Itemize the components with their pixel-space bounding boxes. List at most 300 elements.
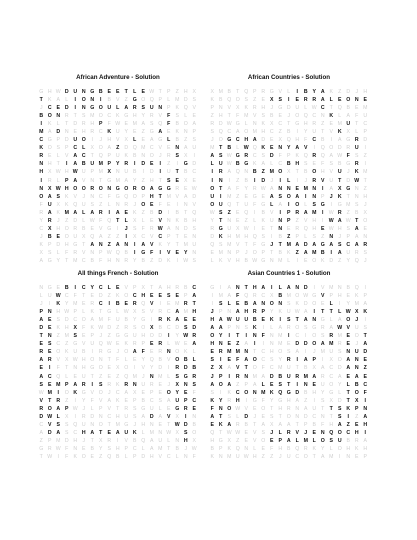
- grid-letter: M: [73, 257, 78, 264]
- grid-letter: V: [116, 137, 120, 144]
- grid-letter: U: [124, 169, 129, 176]
- grid-letter: V: [82, 341, 86, 348]
- grid-letter: P: [99, 405, 103, 412]
- grid-letter: I: [125, 233, 127, 240]
- grid-letter: Z: [116, 145, 120, 152]
- grid-letter: A: [124, 177, 128, 184]
- grid-letter: T: [90, 373, 94, 380]
- grid-letter: C: [141, 233, 146, 240]
- grid-letter: A: [175, 309, 180, 316]
- grid-letter: V: [48, 421, 52, 428]
- grid-letter: I: [220, 389, 222, 396]
- grid-letter: H: [81, 429, 86, 436]
- grid-letter: I: [228, 373, 230, 380]
- grid-letter: M: [329, 453, 334, 460]
- grid-letter: P: [65, 145, 69, 152]
- grid-letter: L: [82, 209, 86, 216]
- grid-letter: Q: [244, 89, 249, 95]
- grid-letter: T: [56, 161, 60, 168]
- grid-letter: W: [226, 161, 232, 168]
- grid-letter: W: [243, 225, 249, 232]
- grid-letter: V: [99, 225, 103, 232]
- grid-letter: H: [192, 309, 197, 316]
- grid-letter: O: [354, 389, 359, 396]
- grid-letter: Z: [99, 201, 103, 208]
- grid-letter: J: [99, 137, 103, 144]
- grid-letter: M: [261, 389, 266, 396]
- grid-letter: L: [65, 373, 69, 380]
- grid-letter: A: [320, 89, 325, 95]
- grid-letter: X: [192, 437, 196, 444]
- grid-letter: I: [254, 209, 256, 216]
- grid-letter: J: [133, 201, 137, 208]
- grid-letter: E: [167, 405, 171, 412]
- grid-letter: F: [82, 325, 86, 332]
- grid-letter: S: [321, 333, 325, 340]
- grid-letter: J: [82, 193, 86, 200]
- grid-letter: V: [304, 217, 308, 224]
- grid-letter: X: [82, 233, 86, 240]
- grid-letter: Z: [363, 185, 367, 192]
- grid-letter: C: [295, 453, 300, 460]
- grid-letter: U: [158, 437, 163, 444]
- grid-letter: R: [286, 405, 291, 412]
- grid-letter: B: [278, 233, 282, 240]
- grid-letter: T: [236, 89, 240, 95]
- grid-letter: B: [278, 373, 283, 380]
- grid-letter: W: [345, 217, 351, 224]
- grid-letter: Z: [141, 129, 145, 136]
- grid-letter: N: [192, 413, 197, 420]
- grid-letter: E: [346, 373, 350, 380]
- grid-letter: H: [81, 365, 86, 372]
- grid-letter: U: [210, 193, 215, 200]
- grid-letter: J: [99, 333, 103, 340]
- grid-letter: M: [149, 429, 154, 436]
- grid-letter: M: [175, 301, 180, 308]
- grid-letter: N: [227, 249, 232, 256]
- grid-letter: R: [192, 373, 197, 380]
- grid-letter: F: [236, 293, 240, 300]
- grid-letter: S: [304, 325, 308, 332]
- grid-letter: A: [192, 341, 197, 348]
- grid-letter: R: [312, 153, 317, 160]
- grid-letter: V: [124, 437, 128, 444]
- grid-letter: N: [329, 233, 334, 240]
- grid-letter: F: [65, 453, 69, 460]
- grid-letter: K: [210, 97, 214, 104]
- grid-letter: K: [48, 97, 52, 104]
- grid-letter: X: [133, 233, 137, 240]
- grid-letter: L: [210, 161, 214, 168]
- grid-letter: A: [253, 381, 257, 388]
- grid-letter: E: [261, 445, 265, 452]
- grid-letter: E: [346, 341, 350, 348]
- grid-letter: N: [244, 373, 249, 380]
- grid-letter: K: [116, 381, 120, 388]
- grid-letter: X: [150, 325, 154, 332]
- grid-letter: F: [65, 445, 69, 452]
- grid-letter: G: [235, 121, 240, 128]
- grid-letter: R: [252, 105, 257, 112]
- grid-letter: M: [337, 121, 342, 128]
- grid-letter: F: [90, 397, 94, 404]
- grid-letter: N: [81, 105, 86, 112]
- grid-letter: K: [133, 209, 137, 216]
- grid-letter: A: [115, 241, 120, 248]
- grid-letter: U: [354, 145, 359, 152]
- grid-letter: A: [218, 317, 223, 324]
- grid-letter: W: [191, 445, 197, 452]
- grid-letter: K: [244, 105, 248, 112]
- grid-letter: G: [124, 113, 129, 120]
- grid-letter: M: [303, 373, 308, 380]
- grid-letter: P: [167, 89, 171, 95]
- grid-letter: E: [227, 341, 231, 348]
- grid-letter: C: [329, 373, 334, 380]
- grid-letter: S: [304, 161, 308, 168]
- grid-letter: I: [254, 341, 256, 348]
- grid-letter: B: [82, 349, 86, 356]
- grid-letter: A: [303, 317, 308, 324]
- grid-letter: E: [90, 293, 94, 300]
- grid-letter: T: [346, 389, 350, 396]
- grid-letter: T: [244, 241, 248, 248]
- grid-letter: I: [254, 177, 256, 184]
- grid-letter: T: [107, 421, 111, 428]
- grid-letter: Z: [141, 177, 145, 184]
- grid-letter: X: [65, 357, 69, 364]
- grid-letter: G: [124, 333, 129, 340]
- grid-letter: Q: [218, 129, 223, 136]
- grid-letter: X: [192, 89, 196, 95]
- grid-letter: S: [287, 349, 291, 356]
- grid-letter: L: [295, 437, 299, 444]
- grid-letter: N: [295, 413, 300, 420]
- grid-letter: D: [192, 161, 197, 168]
- grid-letter: D: [261, 177, 266, 184]
- grid-letter: O: [295, 293, 300, 300]
- grid-letter: G: [337, 201, 342, 208]
- grid-letter: R: [73, 225, 78, 232]
- grid-letter: C: [47, 105, 52, 112]
- grid-letter: A: [312, 373, 317, 380]
- grid-letter: R: [210, 225, 215, 232]
- grid-letter: I: [159, 249, 161, 256]
- grid-letter: E: [167, 129, 171, 136]
- grid-letter: L: [141, 217, 145, 224]
- grid-letter: D: [158, 209, 163, 216]
- grid-letter: Y: [210, 217, 214, 224]
- grid-letter: L: [270, 161, 274, 168]
- grid-letter: D: [175, 325, 180, 332]
- grid-letter: G: [73, 241, 78, 248]
- grid-letter: C: [98, 129, 103, 136]
- grid-letter: A: [210, 325, 215, 332]
- grid-letter: M: [354, 301, 359, 308]
- grid-letter: R: [98, 209, 103, 216]
- grid-letter: I: [74, 397, 76, 404]
- grid-letter: U: [149, 105, 154, 112]
- grid-letter: H: [90, 121, 95, 128]
- grid-letter: N: [39, 285, 44, 291]
- grid-letter: J: [39, 233, 43, 240]
- grid-letter: K: [261, 145, 266, 152]
- grid-letter: R: [312, 97, 317, 104]
- grid-letter: E: [210, 421, 214, 428]
- grid-letter: B: [133, 169, 137, 176]
- grid-letter: B: [175, 137, 179, 144]
- grid-letter: I: [364, 317, 366, 324]
- grid-letter: U: [81, 201, 86, 208]
- grid-letter: S: [270, 357, 274, 364]
- grid-letter: L: [175, 453, 179, 460]
- grid-letter: N: [312, 317, 317, 324]
- grid-letter: H: [141, 421, 146, 428]
- grid-letter: U: [175, 397, 180, 404]
- grid-letter: E: [261, 97, 265, 104]
- grid-letter: V: [107, 405, 111, 412]
- grid-letter: C: [166, 325, 171, 332]
- grid-letter: J: [270, 241, 274, 248]
- grid-letter: O: [98, 113, 103, 120]
- grid-letter: O: [337, 357, 342, 364]
- grid-letter: L: [141, 429, 145, 436]
- grid-letter: T: [363, 333, 367, 340]
- grid-letter: M: [175, 97, 180, 104]
- grid-letter: P: [48, 241, 52, 248]
- grid-letter: L: [329, 97, 333, 104]
- grid-letter: N: [312, 185, 317, 192]
- grid-letter: A: [363, 341, 368, 348]
- grid-letter: B: [115, 301, 120, 308]
- grid-letter: L: [124, 357, 128, 364]
- grid-letter: K: [269, 389, 274, 396]
- grid-letter: W: [55, 293, 61, 300]
- grid-letter: T: [184, 209, 188, 216]
- grid-letter: K: [65, 193, 69, 200]
- grid-letter: J: [355, 317, 359, 324]
- grid-letter: K: [90, 325, 94, 332]
- grid-letter: B: [244, 301, 249, 308]
- grid-letter: Q: [227, 201, 232, 208]
- grid-letter: C: [81, 257, 86, 264]
- grid-letter: E: [124, 121, 128, 128]
- grid-letter: E: [39, 341, 43, 348]
- grid-letter: W: [354, 177, 360, 184]
- grid-letter: R: [149, 113, 154, 120]
- grid-letter: R: [73, 249, 78, 256]
- grid-letter: I: [40, 121, 42, 128]
- grid-letter: A: [252, 137, 257, 144]
- grid-letter: K: [355, 445, 359, 452]
- grid-letter: E: [227, 357, 231, 364]
- grid-letter: G: [149, 129, 154, 136]
- grid-letter: S: [48, 341, 52, 348]
- grid-letter: A: [227, 185, 231, 192]
- grid-letter: R: [124, 325, 129, 332]
- grid-letter: L: [253, 445, 257, 452]
- grid-letter: D: [295, 389, 300, 396]
- grid-letter: K: [219, 257, 223, 264]
- grid-letter: Z: [278, 129, 282, 136]
- grid-letter: S: [210, 357, 214, 364]
- grid-letter: L: [107, 285, 111, 291]
- grid-letter: T: [295, 169, 299, 176]
- grid-letter: M: [303, 437, 308, 444]
- grid-letter: Q: [107, 453, 112, 460]
- grid-letter: T: [321, 405, 325, 412]
- grid-letter: C: [235, 389, 240, 396]
- grid-letter: H: [210, 317, 215, 324]
- grid-letter: A: [338, 317, 342, 324]
- grid-letter: R: [158, 309, 163, 316]
- grid-letter: O: [175, 357, 180, 364]
- grid-letter: Z: [304, 397, 308, 404]
- grid-letter: Y: [90, 285, 94, 291]
- grid-letter: J: [278, 453, 282, 460]
- grid-letter: M: [47, 389, 52, 396]
- grid-letter: E: [192, 177, 196, 184]
- grid-letter: F: [192, 389, 196, 396]
- grid-letter: S: [133, 225, 137, 232]
- grid-letter: L: [312, 437, 316, 444]
- grid-letter: V: [65, 153, 69, 160]
- grid-letter: K: [124, 341, 128, 348]
- grid-letter: V: [346, 325, 350, 332]
- grid-letter: A: [73, 161, 78, 168]
- grid-letter: F: [65, 249, 69, 256]
- grid-letter: G: [107, 225, 112, 232]
- grid-letter: Q: [295, 445, 300, 452]
- grid-letter: H: [39, 169, 44, 176]
- grid-letter: E: [107, 365, 111, 372]
- grid-letter: Q: [320, 145, 325, 152]
- grid-letter: S: [338, 241, 342, 248]
- grid-letter: Y: [219, 397, 223, 404]
- grid-letter: V: [141, 365, 145, 372]
- grid-letter: D: [124, 145, 129, 152]
- grid-letter: A: [124, 105, 129, 112]
- grid-letter: O: [192, 429, 197, 436]
- grid-letter: M: [166, 193, 171, 200]
- grid-letter: B: [98, 89, 103, 95]
- grid-letter: D: [158, 257, 163, 264]
- grid-letter: V: [236, 365, 240, 372]
- grid-letter: I: [134, 249, 136, 256]
- grid-letter: T: [48, 397, 52, 404]
- grid-letter: T: [312, 453, 316, 460]
- grid-letter: D: [73, 121, 78, 128]
- grid-letter: H: [244, 233, 249, 240]
- grid-letter: V: [253, 437, 257, 444]
- grid-letter: V: [99, 397, 103, 404]
- grid-letter: O: [166, 389, 171, 396]
- grid-letter: T: [39, 453, 43, 460]
- grid-letter: E: [150, 161, 154, 168]
- grid-letter: B: [304, 389, 308, 396]
- grid-letter: E: [270, 437, 274, 444]
- grid-letter: I: [313, 309, 315, 316]
- grid-letter: H: [183, 437, 188, 444]
- grid-letter: L: [329, 301, 333, 308]
- grid-letter: N: [278, 301, 283, 308]
- grid-letter: E: [312, 161, 316, 168]
- grid-letter: R: [124, 257, 129, 264]
- grid-letter: Z: [210, 365, 214, 372]
- grid-letter: A: [192, 121, 196, 128]
- grid-letter: S: [82, 113, 86, 120]
- grid-letter: X: [99, 437, 103, 444]
- grid-letter: H: [252, 453, 257, 460]
- grid-letter: N: [278, 185, 283, 192]
- grid-letter: I: [305, 349, 307, 356]
- grid-letter: J: [56, 217, 60, 224]
- grid-letter: Q: [210, 241, 215, 248]
- grid-letter: N: [183, 201, 188, 208]
- grid-letter: S: [184, 325, 188, 332]
- grid-letter: Y: [287, 145, 291, 152]
- grid-letter: K: [184, 349, 188, 356]
- grid-letter: N: [98, 357, 103, 364]
- grid-letter: O: [98, 365, 103, 372]
- grid-letter: S: [175, 373, 179, 380]
- grid-letter: F: [167, 121, 171, 128]
- grid-letter: K: [116, 113, 120, 120]
- grid-letter: X: [219, 365, 223, 372]
- grid-letter: M: [235, 349, 240, 356]
- grid-letter: N: [39, 185, 44, 192]
- grid-letter: G: [183, 161, 188, 168]
- grid-letter: C: [295, 333, 300, 340]
- grid-letter: C: [192, 285, 197, 291]
- grid-letter: K: [56, 325, 60, 332]
- grid-letter: R: [312, 121, 317, 128]
- grid-letter: F: [261, 333, 265, 340]
- grid-letter: R: [261, 89, 266, 95]
- grid-letter: I: [220, 285, 222, 291]
- grid-letter: H: [183, 89, 188, 95]
- grid-letter: H: [81, 129, 86, 136]
- grid-letter: J: [210, 309, 214, 316]
- grid-letter: N: [98, 241, 103, 248]
- grid-letter: L: [338, 389, 342, 396]
- grid-letter: F: [355, 113, 359, 120]
- grid-letter: L: [56, 413, 60, 420]
- grid-letter: K: [65, 349, 69, 356]
- grid-letter: M: [235, 233, 240, 240]
- grid-letter: R: [47, 445, 52, 452]
- grid-letter: Q: [73, 421, 78, 428]
- grid-letter: D: [149, 413, 154, 420]
- grid-letter: R: [47, 217, 52, 224]
- grid-letter: Y: [346, 301, 350, 308]
- grid-letter: A: [295, 145, 300, 152]
- grid-letter: T: [219, 429, 223, 436]
- grid-letter: M: [278, 257, 283, 264]
- grid-letter: Z: [261, 169, 265, 176]
- grid-letter: K: [210, 397, 215, 404]
- grid-letter: C: [132, 293, 137, 300]
- grid-letter: J: [270, 429, 274, 436]
- grid-letter: M: [227, 453, 232, 460]
- grid-letter: R: [90, 185, 95, 192]
- grid-letter: E: [244, 193, 248, 200]
- grid-letter: E: [90, 225, 94, 232]
- grid-letter: V: [56, 357, 60, 364]
- grid-letter: A: [124, 389, 128, 396]
- grid-letter: I: [117, 437, 119, 444]
